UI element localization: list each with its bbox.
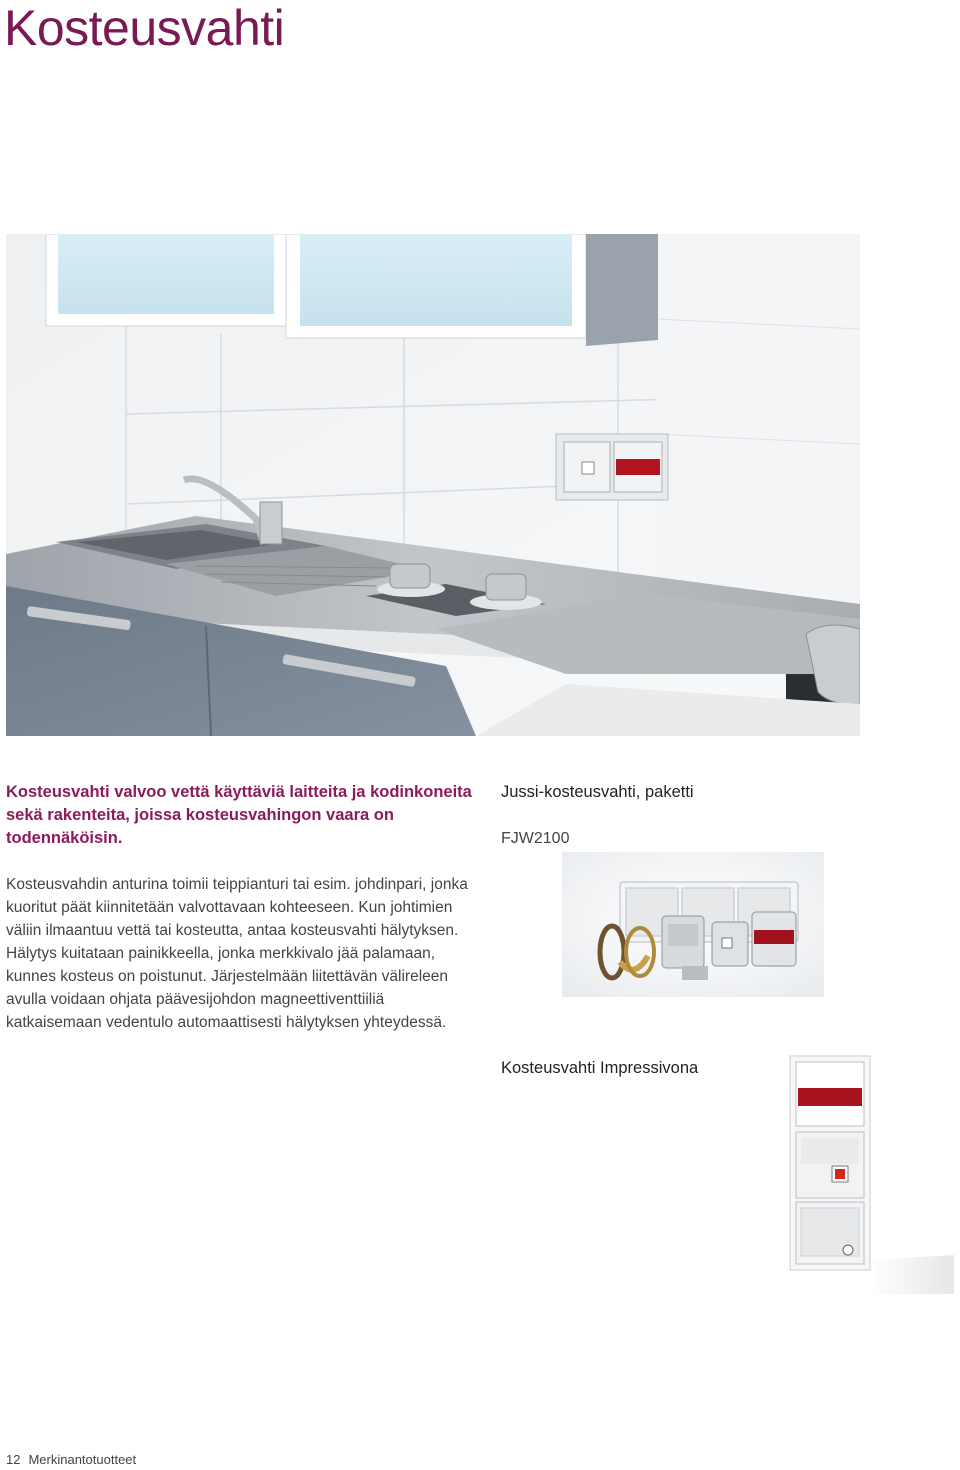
page-title: Kosteusvahti — [4, 0, 285, 56]
body-paragraph: Kosteusvahdin anturina toimii teippianturi tai esim. johdinpari, jonka kuoritut päät kiinnitetään valvottavaan kohteeseen. Kun johtimien väliin ilmaantuu vettä tai kosteutta, antaa kosteusvahti hälytyksen. Hälytys kuitataan painikkeella, jonka merkkivalo jää palamaan, kunnes kosteus on poistunut. Järjestelmään liitettävän välireleen avulla voidaan ohjata päävesijohdon magneettiventtiiliä katkaisemaan vedentulo automaattisesti hälytyksen yhteydessä. — [6, 876, 468, 1031]
lead-paragraph: Kosteusvahti valvoo vettä käyttäviä laitteita ja kodinkoneita sekä rakenteita, joissa kosteusvahingon vaara on todennäköisin. — [6, 783, 472, 847]
impressivo-title: Kosteusvahti Impressivona — [501, 1059, 699, 1077]
page-number: 12 — [6, 1452, 21, 1467]
kitchen-photo — [6, 234, 860, 736]
package-code: FJW2100 — [501, 830, 570, 847]
impressivo-switch-photo — [778, 1050, 954, 1294]
package-kit-photo — [562, 852, 824, 997]
footer-section: Merkinantotuotteet — [28, 1452, 137, 1467]
page-footer — [6, 1450, 144, 1470]
package-title: Jussi-kosteusvahti, paketti — [501, 783, 694, 801]
